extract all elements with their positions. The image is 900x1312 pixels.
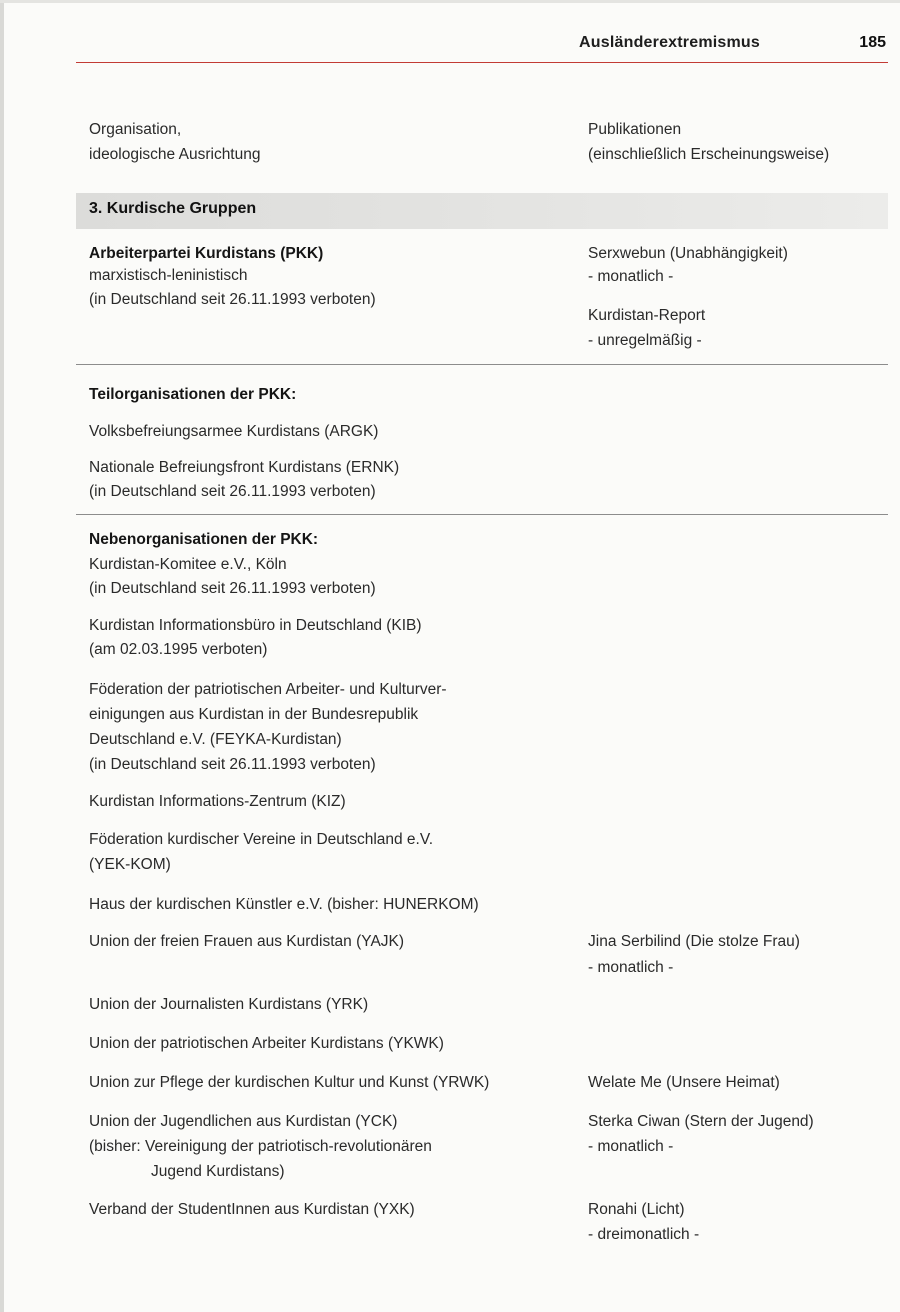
section-title: 3. Kurdische Gruppen — [89, 200, 257, 217]
column-heading-left-2: ideologische Ausrichtung — [89, 146, 261, 163]
publication-title: Ronahi (Licht) — [588, 1201, 685, 1218]
page-edge — [0, 0, 4, 1312]
org-entry: Union der freien Frauen aus Kurdistan (YAJK) — [89, 933, 405, 950]
org-entry: Haus der kurdischen Künstler e.V. (bisher: HUNERKOM) — [89, 896, 479, 913]
org-ideology: marxistisch-leninistisch — [89, 267, 248, 284]
org-entry: einigungen aus Kurdistan in der Bundesrepublik — [89, 706, 419, 723]
org-ban-note: (in Deutschland seit 26.11.1993 verboten) — [89, 580, 376, 597]
org-ban-note: (am 02.03.1995 verboten) — [89, 641, 268, 658]
org-entry: Kurdistan-Komitee e.V., Köln — [89, 556, 287, 573]
org-entry: Union zur Pflege der kurdischen Kultur und Kunst (YRWK) — [89, 1074, 490, 1091]
org-entry: Föderation der patriotischen Arbeiter- und Kulturver- — [89, 681, 447, 698]
org-entry: Kurdistan Informations-Zentrum (KIZ) — [89, 793, 346, 810]
publication-frequency: - monatlich - — [588, 1138, 674, 1155]
org-ban-note: (in Deutschland seit 26.11.1993 verboten) — [89, 291, 376, 308]
org-entry: Föderation kurdischer Vereine in Deutschland e.V. — [89, 831, 434, 848]
publication-title: Kurdistan-Report — [588, 307, 706, 324]
page-header — [76, 34, 886, 60]
page-number: 185 — [859, 34, 886, 51]
org-ban-note: (in Deutschland seit 26.11.1993 verboten) — [89, 483, 376, 500]
column-heading-left-1: Organisation, — [89, 121, 182, 138]
org-entry: Union der patriotischen Arbeiter Kurdistans (YKWK) — [89, 1035, 444, 1052]
org-entry: Deutschland e.V. (FEYKA-Kurdistan) — [89, 731, 342, 748]
publication-frequency: - unregelmäßig - — [588, 332, 702, 349]
org-entry: Verband der StudentInnen aus Kurdistan (YXK) — [89, 1201, 415, 1218]
subsection-heading-neben: Nebenorganisationen der PKK: — [89, 531, 319, 548]
section-band — [76, 193, 888, 229]
org-entry: (YEK-KOM) — [89, 856, 171, 873]
org-entry: Jugend Kurdistans) — [151, 1163, 285, 1180]
publication-title: Jina Serbilind (Die stolze Frau) — [588, 933, 800, 950]
running-title: Ausländerextremismus — [579, 34, 760, 51]
org-entry: Union der Jugendlichen aus Kurdistan (YCK) — [89, 1113, 398, 1130]
publication-title: Welate Me (Unsere Heimat) — [588, 1074, 780, 1091]
header-rule — [76, 62, 888, 63]
org-ban-note: (in Deutschland seit 26.11.1993 verboten) — [89, 756, 376, 773]
publication-frequency: - monatlich - — [588, 268, 674, 285]
publication-title: Sterka Ciwan (Stern der Jugend) — [588, 1113, 814, 1130]
divider — [76, 514, 888, 515]
org-entry: Nationale Befreiungsfront Kurdistans (ERNK) — [89, 459, 400, 476]
divider — [76, 364, 888, 365]
publication-frequency: - monatlich - — [588, 959, 674, 976]
page-edge-top — [0, 0, 900, 3]
org-entry: Volksbefreiungsarmee Kurdistans (ARGK) — [89, 423, 379, 440]
org-entry: Kurdistan Informationsbüro in Deutschland (KIB) — [89, 617, 422, 634]
column-heading-right-1: Publikationen — [588, 121, 682, 138]
subsection-heading-teil: Teilorganisationen der PKK: — [89, 386, 297, 403]
publication-title: Serxwebun (Unabhängigkeit) — [588, 245, 788, 262]
org-name-pkk: Arbeiterpartei Kurdistans (PKK) — [89, 245, 324, 262]
org-entry: Union der Journalisten Kurdistans (YRK) — [89, 996, 369, 1013]
org-entry: (bisher: Vereinigung der patriotisch-revolutionären — [89, 1138, 432, 1155]
publication-frequency: - dreimonatlich - — [588, 1226, 700, 1243]
column-heading-right-2: (einschließlich Erscheinungsweise) — [588, 146, 830, 163]
